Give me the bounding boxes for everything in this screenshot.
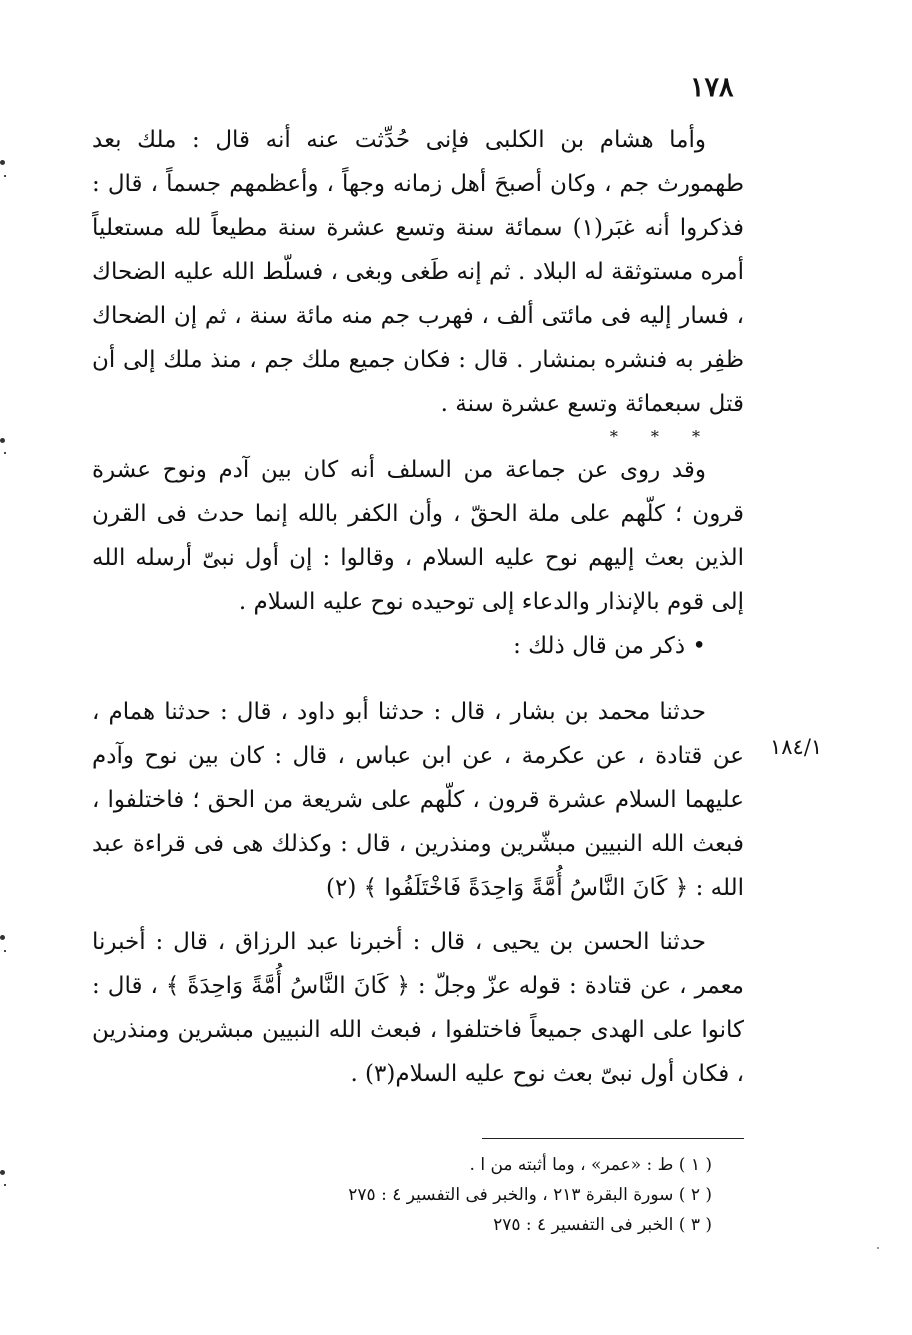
margin-reference: ١٨٤/١ xyxy=(770,735,823,759)
page-number: ١٧٨ xyxy=(690,72,734,103)
binding-tick xyxy=(4,452,6,454)
footnotes xyxy=(300,1150,712,1240)
footnote-1: ( ١ ) ط : «عمر» ، وما أثبته من ا . xyxy=(469,1155,712,1175)
binding-tick xyxy=(4,950,6,952)
section-separator-stars: * * * xyxy=(609,427,714,446)
paragraph-hisham-report: وأما هشام بن الكلبى فإنى حُدِّثت عنه أنه قال : ملك بعد طهمورث جم ، وكان أصبحَ أهل زمانه وجهاً ، وأعظمهم جسماً ، قال : فذكروا أنه غبَر(١) سمائة سنة وتسع عشرة سنة مطيعاً لله مستعلياً أمره مستوثقة له البلاد . ثم إنه طَغى وبغى ، فسلّط الله عليه الضحاك ، فسار إليه فى مائتى ألف ، فهرب جم منه مائة سنة ، ثم إن الضحاك ظفِر به فنشره بمنشار . قال : فكان جميع ملك جم ، منذ ملك إلى أن قتل سبعمائة وتسع عشرة سنة . xyxy=(92,127,744,417)
binding-hole-mark xyxy=(0,438,5,443)
paragraph-salaf-report: وقد روى عن جماعة من السلف أنه كان بين آدم ونوح عشرة قرون ؛ كلّهم على ملة الحقّ ، وأن الكفر بالله إنما حدث فى القرن الذين بعث إليهم نوح عليه السلام ، وقالوا : إن أول نبىّ أرسله الله إلى قوم بالإنذار والدعاء إلى توحيده نوح عليه السلام . xyxy=(92,457,744,615)
section-heading: • ذكر من قال ذلك : xyxy=(513,633,706,659)
binding-tick xyxy=(4,175,6,177)
binding-tick xyxy=(4,1184,6,1186)
paragraph-ibn-bashar-chain: حدثنا محمد بن بشار ، قال : حدثنا أبو داود ، قال : حدثنا همام ، عن قتادة ، عن عكرمة ، عن ابن عباس ، قال : كان بين نوح وآدم عليهما السلام عشرة قرون ، كلّهم على شريعة من الحق ؛ فاختلفوا ، فبعث الله النبيين مبشّرين ومنذرين ، قال : وكذلك هى فى قراءة عبد الله : ﴿ كَانَ النَّاسُ أُمَّةً وَاحِدَةً فَاخْتَلَفُوا ﴾ (٢) xyxy=(92,699,744,901)
binding-hole-mark xyxy=(0,935,5,940)
footnote-divider xyxy=(482,1138,744,1139)
paragraph-hasan-chain: حدثنا الحسن بن يحيى ، قال : أخبرنا عبد الرزاق ، قال : أخبرنا معمر ، عن قتادة : قوله عزّ وجلّ : ﴿ كَانَ النَّاسُ أُمَّةً وَاحِدَةً ﴾ ، قال : كانوا على الهدى جميعاً فاختلفوا ، فبعث الله النبيين مبشرين ومنذرين ، فكان أول نبىّ بعث نوح عليه السلام(٣) . xyxy=(92,929,744,1087)
footnote-3: ( ٣ ) الخبر فى التفسير ٤ : ٢٧٥ xyxy=(493,1215,712,1235)
footnote-2: ( ٢ ) سورة البقرة ٢١٣ ، والخبر فى التفسير ٤ : ٢٧٥ xyxy=(348,1185,712,1205)
speck xyxy=(877,1247,879,1249)
main-text xyxy=(92,118,744,1096)
binding-hole-mark xyxy=(0,160,5,165)
binding-hole-mark xyxy=(0,1170,5,1175)
